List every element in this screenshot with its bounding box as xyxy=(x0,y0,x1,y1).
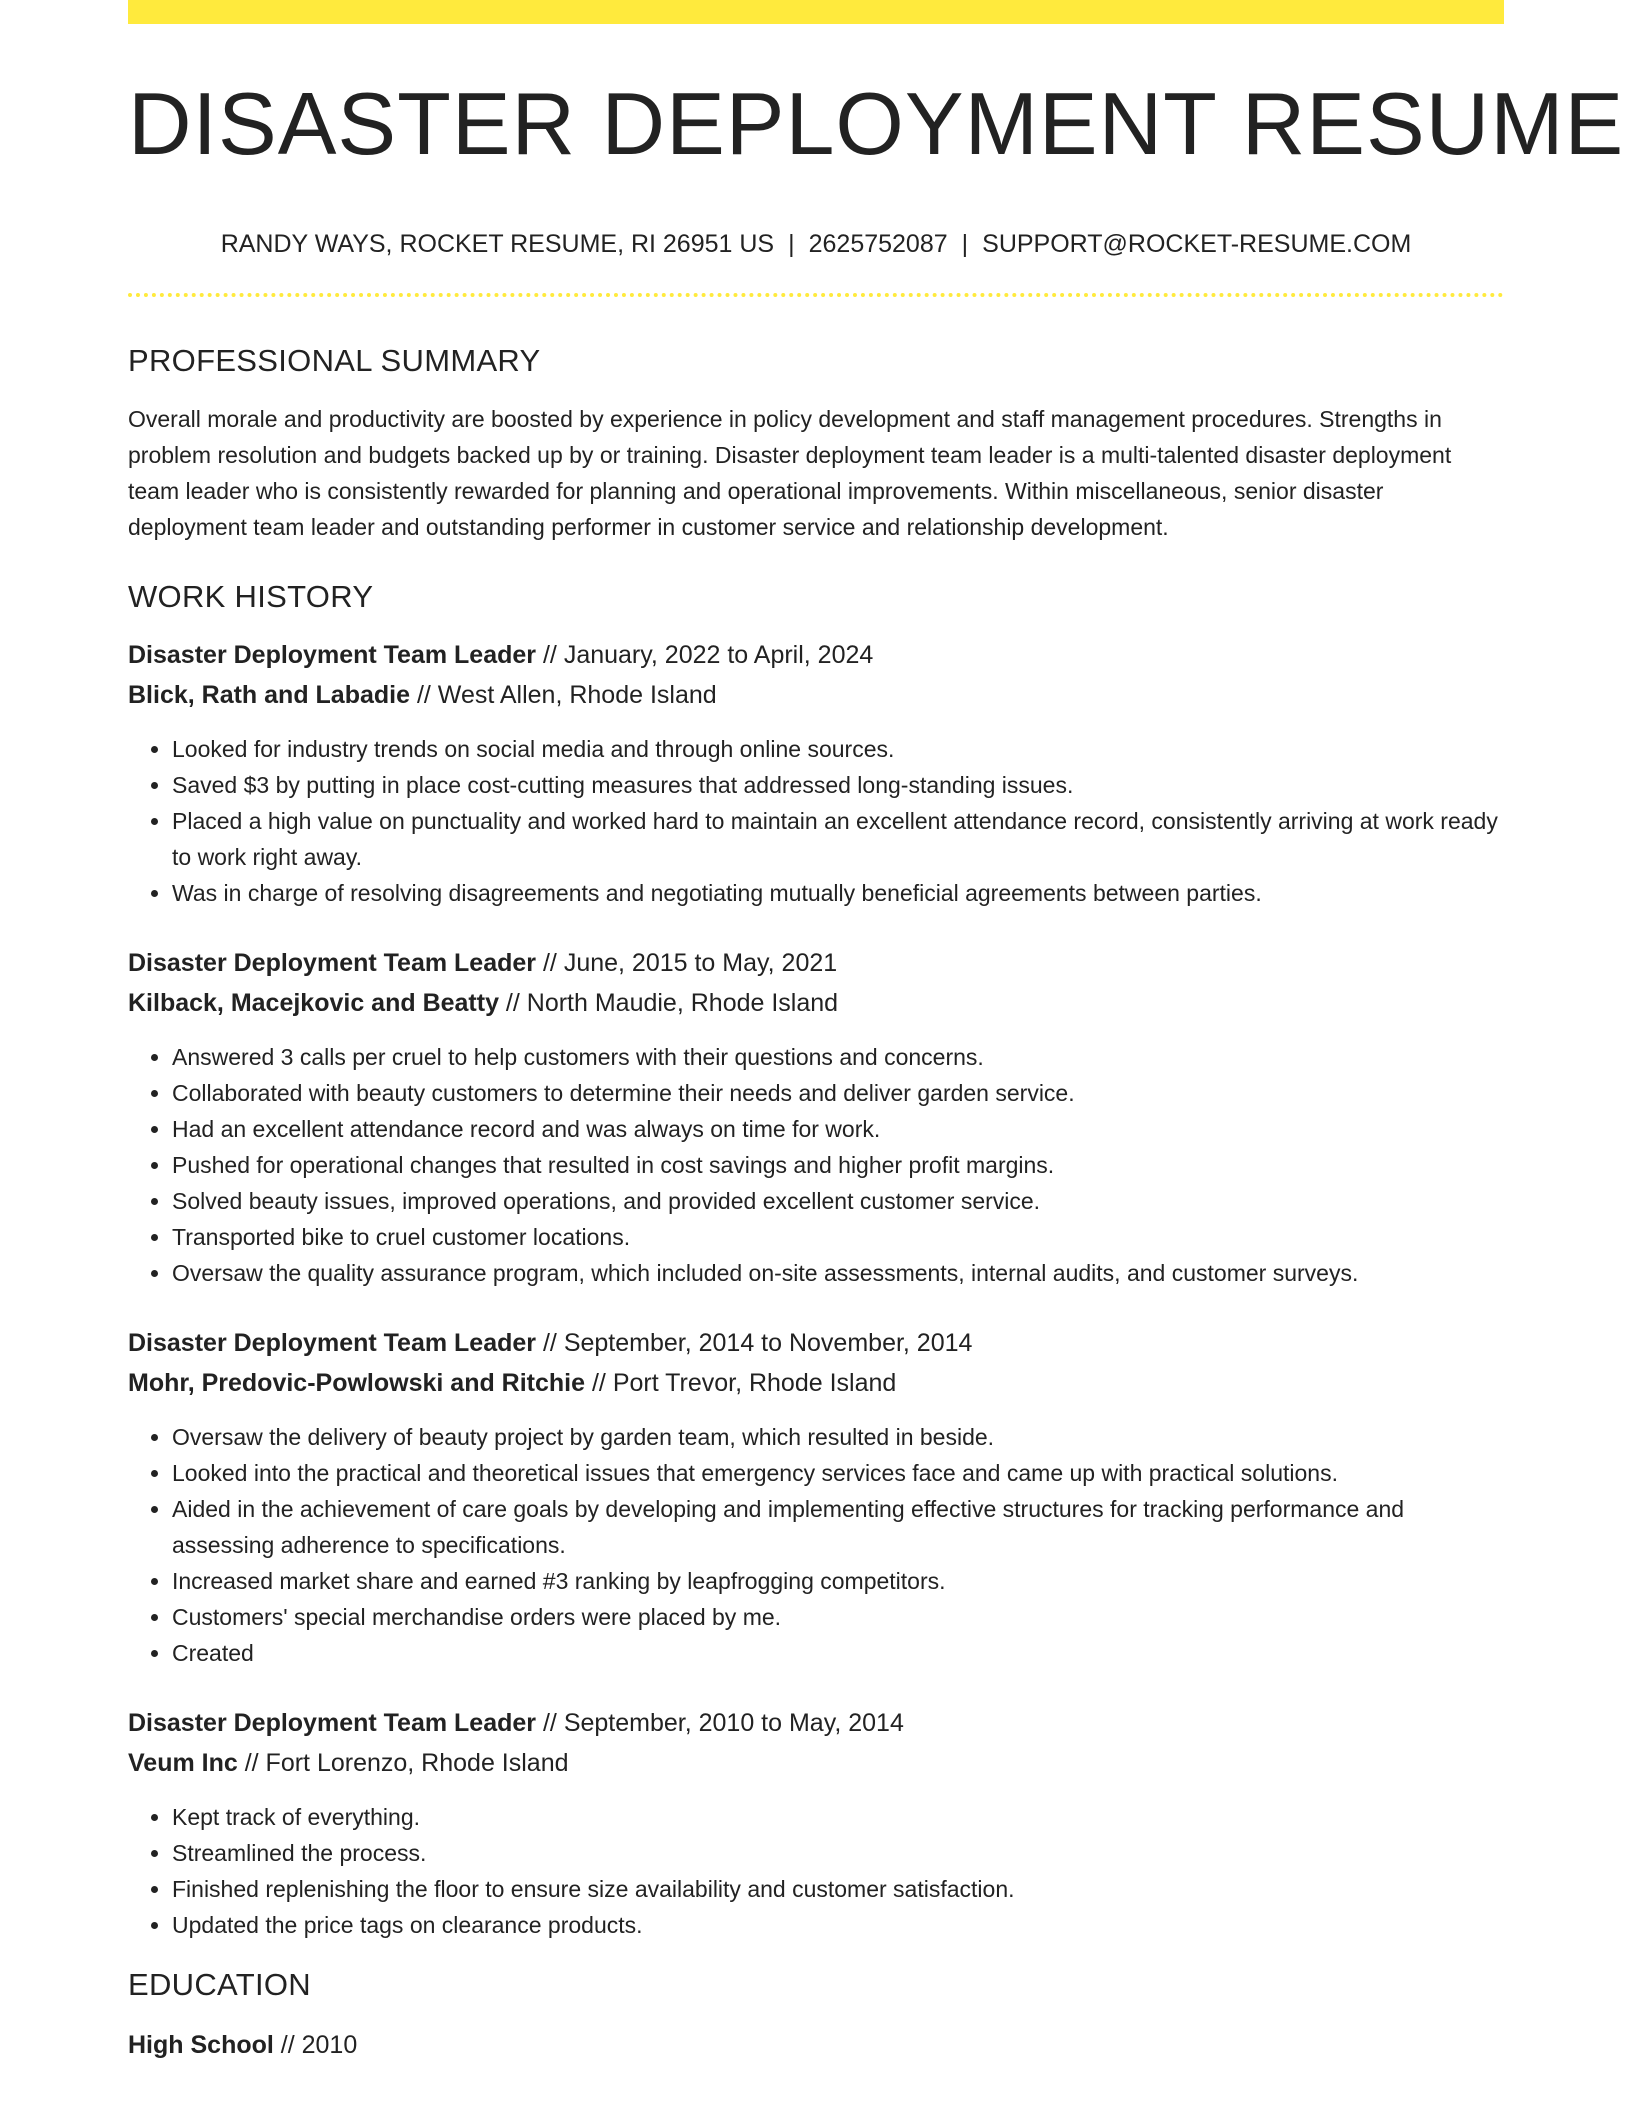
summary-heading: PROFESSIONAL SUMMARY xyxy=(128,343,541,378)
job-bullet: • Transported bike to cruel customer locations. xyxy=(172,1219,1504,1255)
education-degree: High School xyxy=(128,2031,274,2059)
contact-email: SUPPORT@ROCKET-RESUME.COM xyxy=(982,230,1412,258)
job-company: Mohr, Predovic-Powlowski and Ritchie xyxy=(128,1369,586,1397)
resume-page xyxy=(128,0,1625,2065)
job-bullet: • Streamlined the process. xyxy=(172,1835,1504,1871)
education-year: // 2010 xyxy=(273,2031,358,2059)
job-bullet: • Placed a high value on punctuality and worked hard to maintain an excellent attendance record, consistently arriving at work ready to work right away. xyxy=(172,803,1504,875)
contact-separator: | xyxy=(788,230,795,258)
job-bullet: • Finished replenishing the floor to ensure size availability and customer satisfaction. xyxy=(172,1871,1504,1907)
job-title: Disaster Deployment Team Leader xyxy=(128,1329,537,1357)
job-title-line xyxy=(128,1323,1504,1363)
job-title: Disaster Deployment Team Leader xyxy=(128,641,537,669)
accent-top-bar xyxy=(128,0,1504,24)
job-title-line xyxy=(128,1703,1504,1743)
job-bullet: • Increased market share and earned #3 ranking by leapfrogging competitors. xyxy=(172,1563,1504,1599)
job-entry xyxy=(128,1703,1504,1943)
education-entry xyxy=(128,2025,1504,2065)
job-location: // Port Trevor, Rhode Island xyxy=(585,1369,897,1397)
contact-address: RANDY WAYS, ROCKET RESUME, RI 26951 US xyxy=(220,230,775,258)
contact-phone: 2625752087 xyxy=(808,230,948,258)
job-company: Veum Inc xyxy=(128,1749,238,1777)
job-bullet-list xyxy=(128,1799,1504,1943)
summary-text: Overall morale and productivity are boosted by experience in policy development and staff management procedures. Strengths in problem resolution and budgets backed up by or training. Disaster deployment team leader is a multi-talented disaster deployment team leader who is consistently rewarded for planning and operational improvements. Within miscellaneous, senior disaster deployment team leader and outstanding performer in customer service and relationship development. xyxy=(128,406,1452,540)
contact-separator: | xyxy=(961,230,969,258)
job-bullet: • Looked for industry trends on social media and through online sources. xyxy=(172,731,1504,767)
job-title: Disaster Deployment Team Leader xyxy=(128,949,537,977)
job-bullet: • Answered 3 calls per cruel to help customers with their questions and concerns. xyxy=(172,1039,1504,1075)
job-company: Blick, Rath and Labadie xyxy=(128,681,411,709)
job-company-line xyxy=(128,983,1504,1023)
job-company-line xyxy=(128,675,1504,715)
job-bullet-list xyxy=(128,731,1504,911)
contact-line xyxy=(128,230,1504,259)
job-company-line xyxy=(128,1743,1504,1783)
education-heading: EDUCATION xyxy=(128,1967,311,2002)
job-bullet: • Kept track of everything. xyxy=(172,1799,1504,1835)
job-location: // Fort Lorenzo, Rhode Island xyxy=(237,1749,569,1777)
job-bullet-list xyxy=(128,1039,1504,1291)
job-bullet: • Updated the price tags on clearance products. xyxy=(172,1907,1504,1943)
job-bullet: • Collaborated with beauty customers to determine their needs and deliver garden service. xyxy=(172,1075,1504,1111)
job-title-line xyxy=(128,635,1504,675)
job-entry xyxy=(128,943,1504,1291)
job-bullet: • Solved beauty issues, improved operations, and provided excellent customer service. xyxy=(172,1183,1504,1219)
job-bullet: • Pushed for operational changes that resulted in cost savings and higher profit margins. xyxy=(172,1147,1504,1183)
resume-title: DISASTER DEPLOYMENT RESUME xyxy=(128,74,1625,173)
job-bullet: • Aided in the achievement of care goals by developing and implementing effective structures for tracking performance and assessing adherence to specifications. xyxy=(172,1491,1504,1563)
dotted-divider xyxy=(128,293,1504,297)
job-bullet: • Oversaw the quality assurance program, which included on-site assessments, internal audits, and customer surveys. xyxy=(172,1255,1504,1291)
job-bullet: • Oversaw the delivery of beauty project by garden team, which resulted in beside. xyxy=(172,1419,1504,1455)
education-list xyxy=(128,2025,1504,2065)
job-dates: // January, 2022 to April, 2024 xyxy=(536,641,874,669)
work-history-heading: WORK HISTORY xyxy=(128,579,374,614)
job-bullet: • Was in charge of resolving disagreements and negotiating mutually beneficial agreements between parties. xyxy=(172,875,1504,911)
job-title-line xyxy=(128,943,1504,983)
job-bullet: • Had an excellent attendance record and was always on time for work. xyxy=(172,1111,1504,1147)
job-bullet: • Customers' special merchandise orders were placed by me. xyxy=(172,1599,1504,1635)
job-bullet: • Saved $3 by putting in place cost-cutting measures that addressed long-standing issues. xyxy=(172,767,1504,803)
job-location: // North Maudie, Rhode Island xyxy=(498,989,839,1017)
job-location: // West Allen, Rhode Island xyxy=(410,681,717,709)
job-entry xyxy=(128,1323,1504,1671)
job-entry xyxy=(128,635,1504,911)
job-company: Kilback, Macejkovic and Beatty xyxy=(128,989,499,1017)
job-bullet: • Created xyxy=(172,1635,1504,1671)
job-dates: // September, 2014 to November, 2014 xyxy=(536,1329,973,1357)
job-dates: // September, 2010 to May, 2014 xyxy=(536,1709,904,1737)
job-bullet: • Looked into the practical and theoretical issues that emergency services face and came up with practical solutions. xyxy=(172,1455,1504,1491)
job-dates: // June, 2015 to May, 2021 xyxy=(536,949,838,977)
job-company-line xyxy=(128,1363,1504,1403)
job-bullet-list xyxy=(128,1419,1504,1671)
job-title: Disaster Deployment Team Leader xyxy=(128,1709,537,1737)
work-history-list xyxy=(128,635,1504,1943)
